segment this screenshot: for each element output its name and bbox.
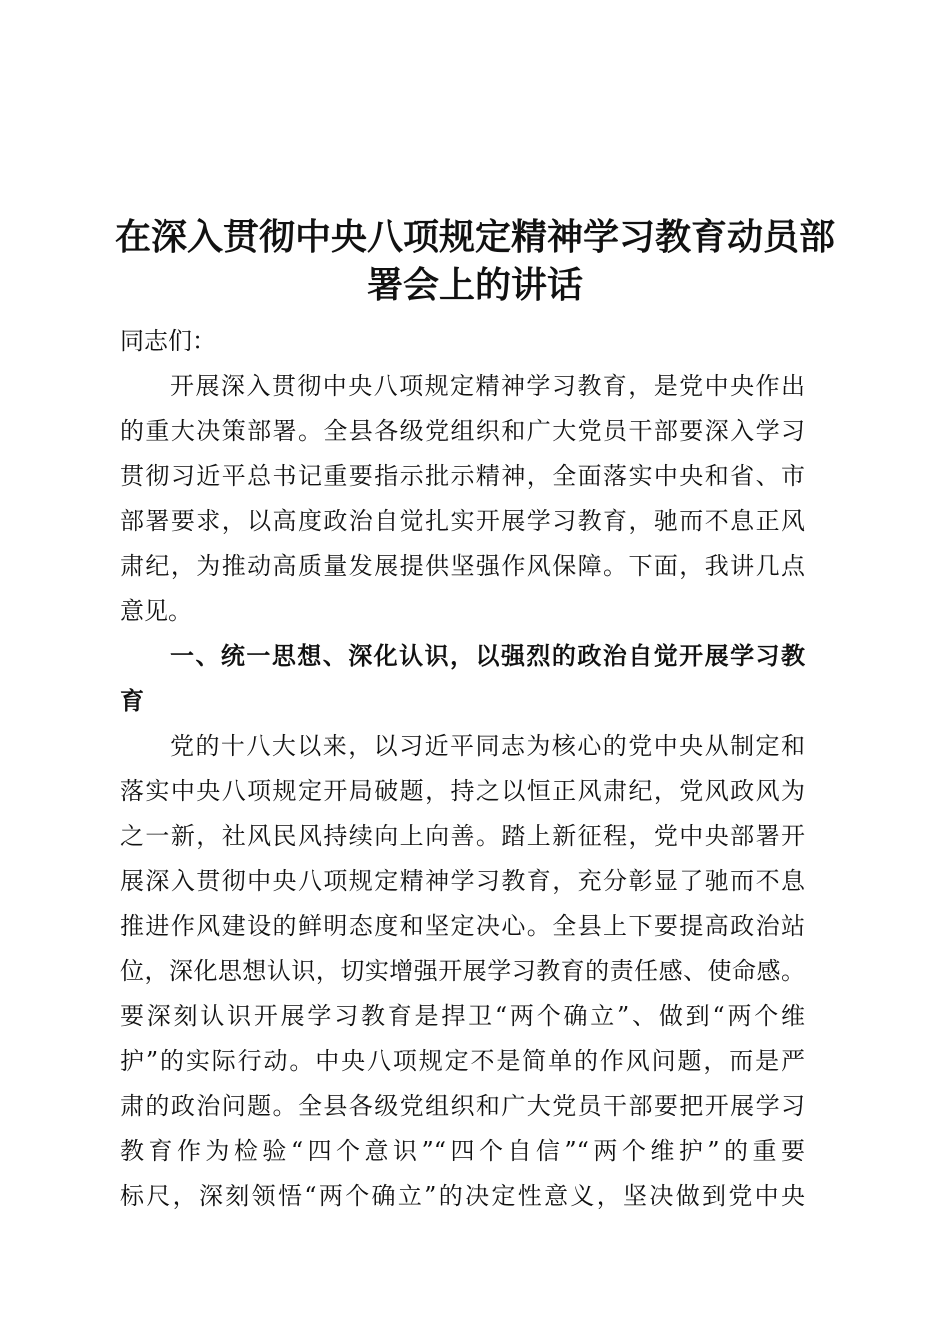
document-title-line-2: 署会上的讲话 — [366, 265, 583, 306]
paragraph-1-line: 的重大决策部署。全县各级党组织和广大党员干部要深入学习 — [120, 417, 805, 445]
paragraph-2-line: 推进作风建设的鲜明态度和坚定决心。全县上下要提高政治站 — [120, 912, 805, 940]
paragraph-1-line: 开展深入贯彻中央八项规定精神学习教育，是党中央作出 — [170, 372, 805, 400]
paragraph-2-line: 教育作为检验“四个意识”“四个自信”“两个维护”的重要 — [120, 1137, 805, 1165]
paragraph-1-line: 意见。 — [120, 597, 192, 625]
paragraph-2-line: 之一新，社风民风持续向上向善。踏上新征程，党中央部署开 — [120, 822, 805, 850]
paragraph-2-line: 标尺，深刻领悟“两个确立”的决定性意义，坚决做到党中央 — [120, 1182, 805, 1210]
paragraph-1-line: 肃纪，为推动高质量发展提供坚强作风保障。下面，我讲几点 — [120, 552, 805, 580]
paragraph-1-line: 部署要求，以高度政治自觉扎实开展学习教育，驰而不息正风 — [120, 507, 805, 535]
paragraph-2-line: 落实中央八项规定开局破题，持之以恒正风肃纪，党风政风为 — [120, 777, 805, 805]
paragraph-1-line: 贯彻习近平总书记重要指示批示精神，全面落实中央和省、市 — [120, 462, 805, 490]
document-title-line-1: 在深入贯彻中央八项规定精神学习教育动员部 — [114, 217, 835, 258]
paragraph-2-line: 位，深化思想认识，切实增强开展学习教育的责任感、使命感。 — [120, 957, 805, 985]
section-1-heading-line: 一、统一思想、深化认识，以强烈的政治自觉开展学习教 — [170, 642, 805, 670]
paragraph-2-line: 肃的政治问题。全县各级党组织和广大党员干部要把开展学习 — [120, 1092, 805, 1120]
paragraph-2-line: 党的十八大以来，以习近平同志为核心的党中央从制定和 — [170, 732, 805, 760]
paragraph-2-line: 展深入贯彻中央八项规定精神学习教育，充分彰显了驰而不息 — [120, 867, 805, 895]
paragraph-2-line: 要深刻认识开展学习教育是捍卫“两个确立”、做到“两个维 — [120, 1002, 805, 1030]
section-1-heading-line: 育 — [120, 687, 144, 715]
salutation: 同志们： — [120, 327, 216, 355]
paragraph-2-line: 护”的实际行动。中央八项规定不是简单的作风问题，而是严 — [120, 1047, 805, 1075]
